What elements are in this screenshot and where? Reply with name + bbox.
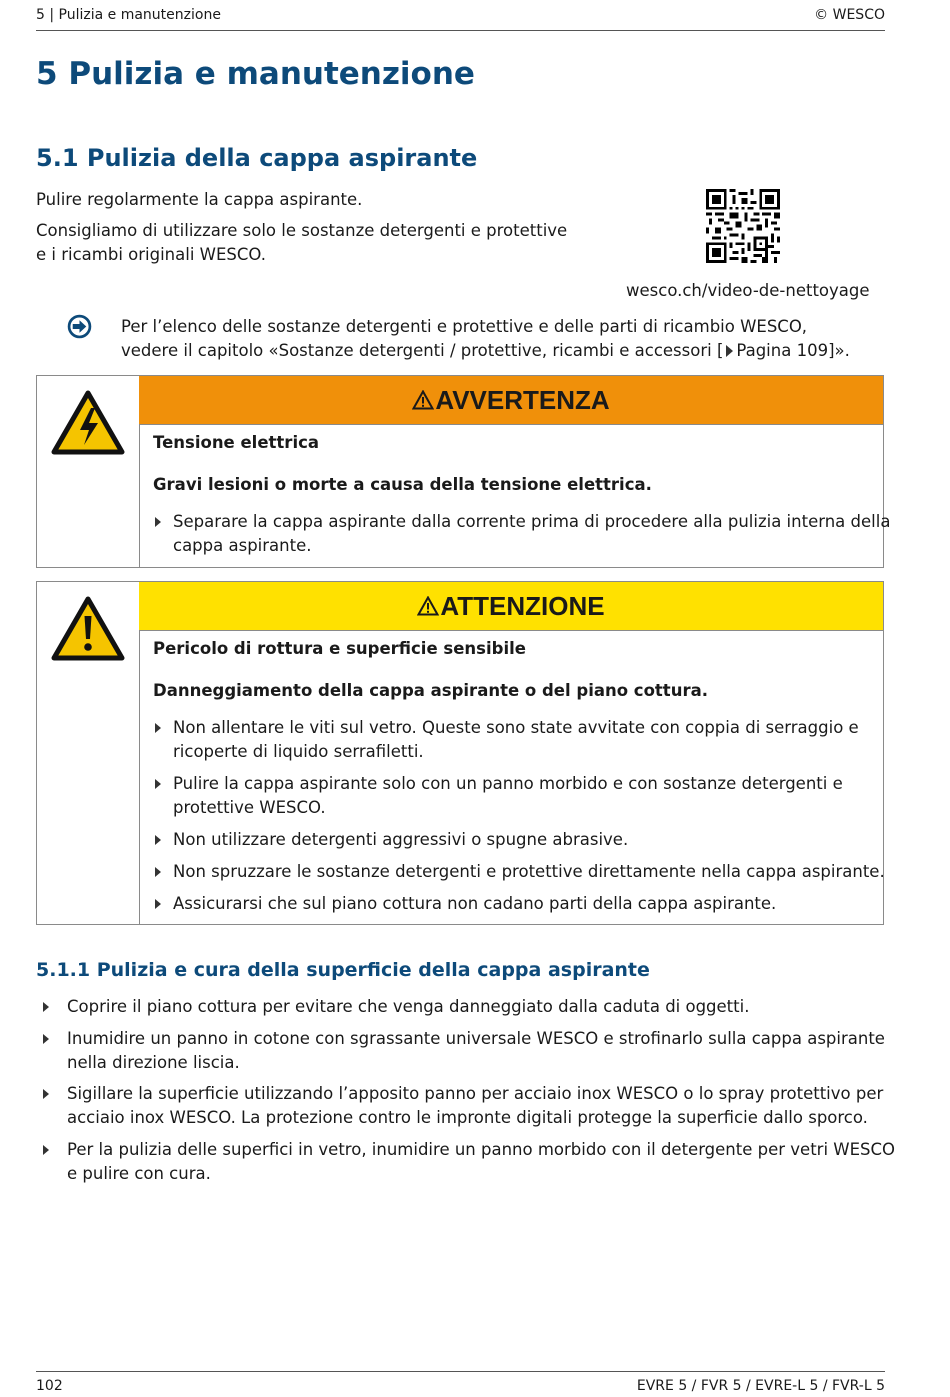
section-title: 5.1 Pulizia della cappa aspirante: [36, 144, 478, 172]
caution-step: Non allentare le viti sul vetro. Queste sono state avvitate con coppia di serraggio e ricoperte di liquido serrafiletti.: [153, 716, 893, 764]
page-number: 102: [36, 1378, 63, 1394]
list-item: Per la pulizia delle superfici in vetro, inumidire un panno morbido con il detergente per vetri WESCO e pulire con cura.: [41, 1138, 897, 1186]
header-chapter: 5 | Pulizia e manutenzione: [36, 7, 221, 23]
warning-box: [36, 375, 891, 568]
arrow-right-circle-icon: [67, 314, 92, 339]
caution-icon-column: [37, 582, 140, 924]
caution-step: Non spruzzare le sostanze detergenti e protettive direttamente nella cappa aspirante.: [153, 860, 893, 884]
list-item: Inumidire un panno in cotone con sgrassante universale WESCO e strofinarlo sulla cappa aspirante nella direzione liscia.: [41, 1027, 897, 1075]
caution-signal-word: ATTENZIONE: [440, 591, 605, 621]
warning-signal-word: AVVERTENZA: [435, 385, 610, 415]
xref-page-link[interactable]: Pagina 109: [736, 341, 829, 360]
xref-text-end: ]».: [828, 341, 850, 360]
caution-step: Assicurarsi che sul piano cottura non cadano parti della cappa aspirante.: [153, 892, 893, 916]
warning-signal-band: [139, 376, 883, 425]
caution-box: [36, 581, 884, 925]
warning-triangle-icon: [412, 390, 434, 410]
intro-paragraph-1: Pulire regolarmente la cappa aspirante.: [36, 190, 363, 209]
model-list: EVRE 5 / FVR 5 / EVRE-L 5 / FVR-L 5: [636, 1378, 885, 1394]
warning-step: Separare la cappa aspirante dalla corrente prima di procedere alla pulizia interna della cappa aspirante.: [153, 510, 893, 558]
xref-text: Per l’elenco delle sostanze detergenti e protettive e delle parti di ricambio WESCO, vedere il capitolo «Sostanze detergenti / protettive, ricambi e accessori [: [121, 317, 808, 360]
chapter-title: 5 Pulizia e manutenzione: [36, 56, 475, 92]
link-triangle-icon: [726, 345, 733, 357]
exclamation-warning-icon: [51, 596, 125, 662]
warning-icon-column: [37, 376, 140, 567]
qr-code[interactable]: [706, 189, 780, 263]
intro-paragraph-2: Consigliamo di utilizzare solo le sostanze detergenti e protettive e i ricambi originali WESCO.: [36, 221, 568, 264]
warning-triangle-icon: [417, 596, 439, 616]
list-item: Coprire il piano cottura per evitare che venga danneggiato dalla caduta di oggetti.: [41, 995, 897, 1019]
caution-consequence: Danneggiamento della cappa aspirante o del piano cottura.: [153, 681, 708, 700]
subsection-title: 5.1.1 Pulizia e cura della superficie della cappa aspirante: [36, 959, 650, 981]
caution-hazard-title: Pericolo di rottura e superficie sensibile: [153, 639, 526, 658]
caution-signal-band: [139, 582, 883, 631]
list-item: Sigillare la superficie utilizzando l’apposito panno per acciaio inox WESCO o lo spray protettivo per acciaio inox WESCO. La protezione contro le impronte digitali protegge la superficie dallo sporco.: [41, 1082, 897, 1130]
high-voltage-warning-icon: [51, 390, 125, 456]
header-copyright: © WESCO: [814, 7, 885, 23]
page-header: [36, 6, 885, 31]
cross-reference: [121, 315, 866, 363]
page-footer: [36, 1371, 885, 1394]
qr-caption-link[interactable]: wesco.ch/video-de-nettoyage: [626, 281, 870, 300]
warning-consequence: Gravi lesioni o morte a causa della tensione elettrica.: [153, 475, 652, 494]
caution-step: Non utilizzare detergenti aggressivi o spugne abrasive.: [153, 828, 893, 852]
warning-hazard-title: Tensione elettrica: [153, 433, 320, 452]
caution-step: Pulire la cappa aspirante solo con un panno morbido e con sostanze detergenti e protettive WESCO.: [153, 772, 893, 820]
